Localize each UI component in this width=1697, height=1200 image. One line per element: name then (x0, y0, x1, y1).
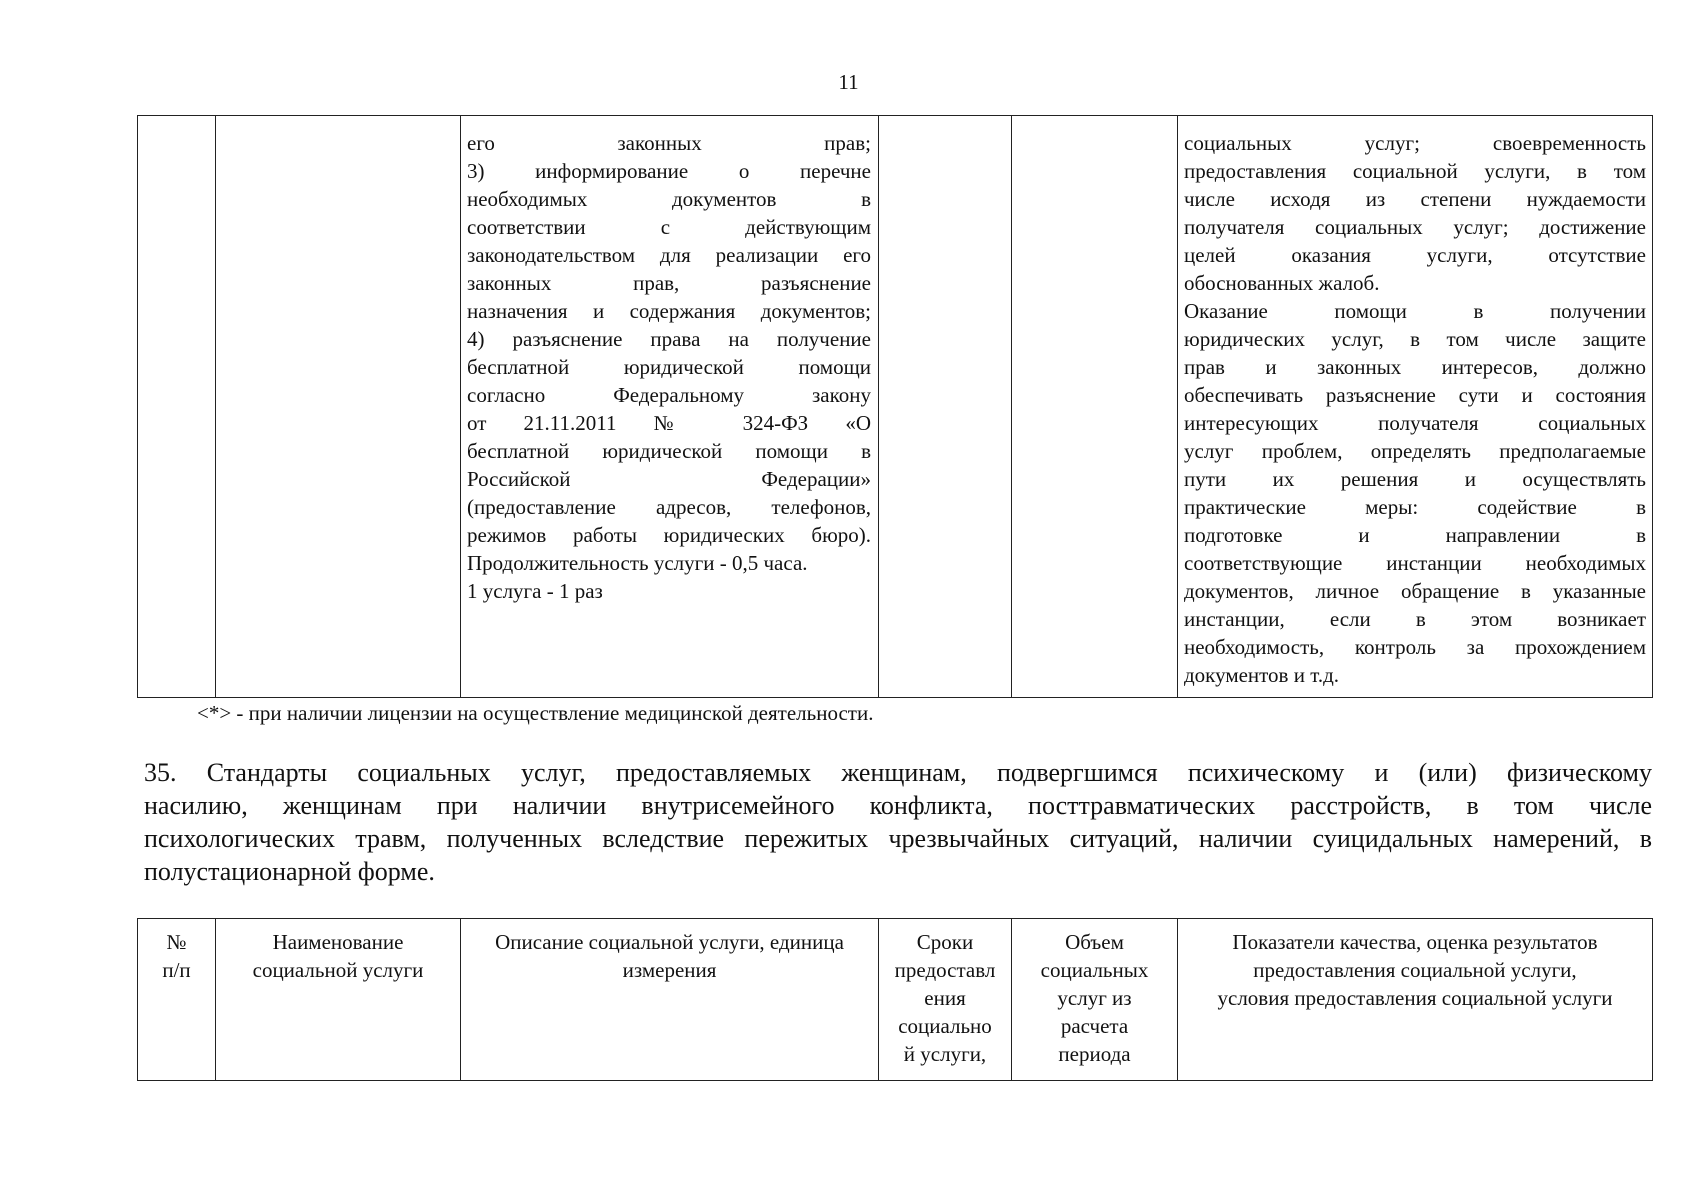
description-line: 3) информирование о перечне (467, 159, 871, 183)
quality-line: числе исходя из степени нуждаемости (1184, 187, 1646, 211)
quality-line: необходимость, контроль за прохождением (1184, 635, 1646, 659)
table-header-row (138, 919, 1653, 1081)
description-line: соответствии с действующим (467, 215, 871, 239)
unit-line: 1 услуга - 1 раз (467, 579, 603, 603)
number-cell (138, 116, 216, 698)
quality-line: документов и т.д. (1184, 663, 1339, 687)
section-heading-line: психологических травм, полученных вследствие пережитых чрезвычайных ситуаций, наличии суицидальных намерений, в (144, 824, 1652, 853)
service-name-cell (216, 116, 461, 698)
description-line: бесплатной юридической помощи (467, 355, 871, 379)
section-heading-line: насилию, женщинам при наличии внутрисемейного конфликта, посттравматических расстройств, в том числе (144, 791, 1652, 820)
quality-line: социальных услуг; своевременность (1184, 131, 1646, 155)
service-standards-table-continuation (137, 115, 1653, 698)
quality-line: целей оказания услуги, отсутствие (1184, 243, 1646, 267)
description-line: его законных прав; (467, 131, 871, 155)
section-heading-line: полустационарной форме. (144, 857, 435, 886)
duration-line: Продолжительность услуги - 0,5 часа. (467, 551, 808, 575)
service-standards-table-header (137, 918, 1653, 1081)
description-line: (предоставление адресов, телефонов, (467, 495, 871, 519)
description-line: Российской Федерации» (467, 467, 871, 491)
quality-line: услуг проблем, определять предполагаемые (1184, 439, 1646, 463)
quality-line: соответствующие инстанции необходимых (1184, 551, 1646, 575)
column-header-description: Описание социальной услуги, единица измерения (461, 919, 879, 1081)
quality-line: пути их решения и осуществлять (1184, 467, 1646, 491)
description-line: необходимых документов в (467, 187, 871, 211)
quality-line: обеспечивать разъяснение сути и состояния (1184, 383, 1646, 407)
quality-line: Оказание помощи в получении (1184, 299, 1646, 323)
quality-line: обоснованных жалоб. (1184, 271, 1380, 295)
column-header-service-name: Наименование социальной услуги (216, 919, 461, 1081)
quality-indicators-cell (1178, 116, 1653, 698)
description-line: бесплатной юридической помощи в (467, 439, 871, 463)
column-header-period: Сроки предоставл ения социально й услуги, (879, 919, 1012, 1081)
quality-line: подготовке и направлении в (1184, 523, 1646, 547)
service-volume-cell (1012, 116, 1178, 698)
footnote: <*> - при наличии лицензии на осуществление медицинской деятельности. (197, 701, 874, 725)
description-line: согласно Федеральному закону (467, 383, 871, 407)
column-header-volume: Объем социальных услуг из расчета периода (1012, 919, 1178, 1081)
description-line: законодательством для реализации его (467, 243, 871, 267)
page-number: 11 (838, 70, 859, 94)
section-heading-line: 35. Стандарты социальных услуг, предоставляемых женщинам, подвергшимся психическому и (или) физическому (144, 758, 1652, 787)
quality-line: получателя социальных услуг; достижение (1184, 215, 1646, 239)
description-line: назначения и содержания документов; (467, 299, 871, 323)
quality-line: практические меры: содействие в (1184, 495, 1646, 519)
quality-line: прав и законных интересов, должно (1184, 355, 1646, 379)
quality-line: документов, личное обращение в указанные (1184, 579, 1646, 603)
section-heading (144, 756, 1652, 888)
description-line: от 21.11.2011 № 324-ФЗ «О (467, 411, 871, 435)
description-line: режимов работы юридических бюро). (467, 523, 871, 547)
column-header-number: № п/п (138, 919, 216, 1081)
quality-line: интересующих получателя социальных (1184, 411, 1646, 435)
quality-line: инстанции, если в этом возникает (1184, 607, 1646, 631)
description-line: законных прав, разъяснение (467, 271, 871, 295)
table-row (138, 116, 1653, 698)
service-description-cell (461, 116, 879, 698)
service-period-cell (879, 116, 1012, 698)
description-line: 4) разъяснение права на получение (467, 327, 871, 351)
quality-line: предоставления социальной услуги, в том (1184, 159, 1646, 183)
column-header-quality: Показатели качества, оценка результатов предоставления социальной услуги, условия предоставления социальной услуги (1178, 919, 1653, 1081)
quality-line: юридических услуг, в том числе защите (1184, 327, 1646, 351)
